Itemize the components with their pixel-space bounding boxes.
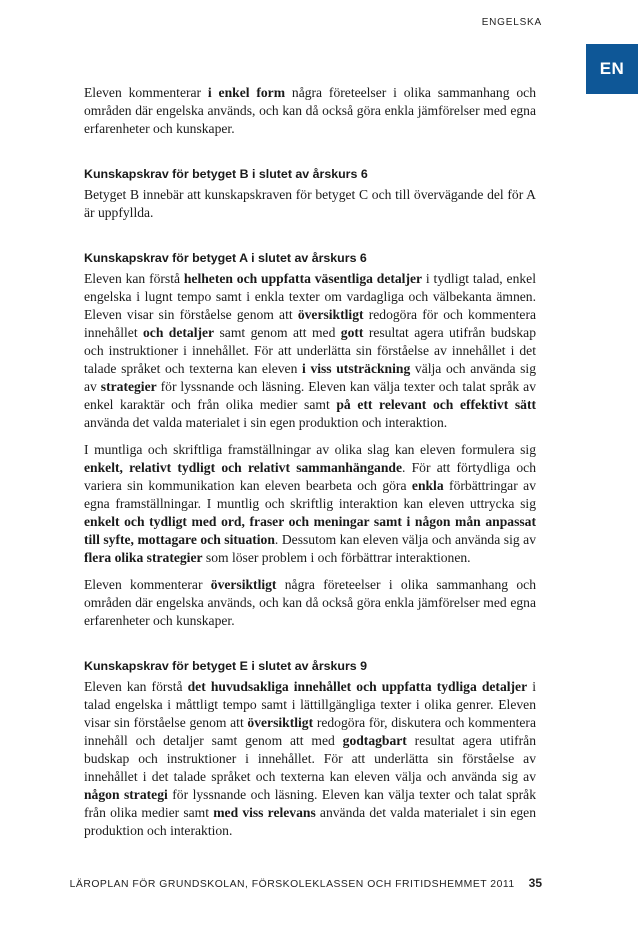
- emphasis-text: och detaljer: [143, 325, 215, 340]
- body-text: . Dessutom kan eleven välja och använda sig av: [274, 532, 536, 547]
- emphasis-text: i viss utsträckning: [302, 361, 411, 376]
- body-text: resultat agera utifrån budskap och instruktioner i innehållet. För att underlätta sin förståelse av innehållet i det talade språket och texterna kan eleven: [84, 325, 537, 376]
- running-header: ENGELSKA: [481, 17, 542, 28]
- emphasis-text: gott: [340, 325, 364, 340]
- body-text: Eleven kommenterar: [84, 577, 211, 592]
- section-heading: Kunskapskrav för betyget B i slutet av årskurs 6: [84, 167, 368, 181]
- page-content: [84, 84, 536, 840]
- body-text: Eleven kan förstå: [84, 271, 184, 286]
- section-paragraph: [84, 441, 536, 567]
- body-text: förbättringar av egna framställningar. I muntlig och skriftlig interaktion kan eleven uttrycka sig: [84, 478, 536, 511]
- body-text: Eleven kan förstå: [84, 679, 188, 694]
- body-text: välja och använda sig av: [84, 361, 537, 394]
- emphasis-text: översiktligt: [247, 715, 314, 730]
- body-text: i talad engelska i måttligt tempo samt i lättillgängliga texter i olika genrer. Eleven visar sin förståelse genom att: [84, 679, 537, 730]
- emphasis-text: i enkel form: [207, 85, 286, 100]
- grade-section: [84, 250, 536, 630]
- emphasis-text: enkla: [411, 478, 444, 493]
- body-text: för lyssnande och läsning. Eleven kan välja texter och talat språk från olika medier samt: [84, 787, 536, 820]
- body-text: som löser problem i och förbättrar interaktionen.: [202, 550, 471, 565]
- emphasis-text: med viss relevans: [213, 805, 316, 820]
- emphasis-text: godtagbart: [342, 733, 407, 748]
- body-text: . För att förtydliga och variera sin kommunikation kan eleven bearbeta och göra: [84, 460, 536, 493]
- emphasis-text: det huvudsakliga innehållet och uppfatta tydliga detaljer: [187, 679, 528, 694]
- section-heading: Kunskapskrav för betyget E i slutet av årskurs 9: [84, 659, 368, 673]
- page-footer: [0, 876, 542, 890]
- emphasis-text: översiktligt: [210, 577, 277, 592]
- body-text: några företeelser i olika sammanhang och områden där engelska används, och kan då också göra enkla jämförelser med egna erfarenheter och kunskaper.: [84, 85, 536, 136]
- body-text: redogöra för, diskutera och kommentera innehåll och detaljer samt genom att med: [84, 715, 536, 748]
- body-text: I muntliga och skriftliga framställningar av olika slag kan eleven formulera sig: [84, 442, 536, 457]
- grade-section: [84, 166, 536, 222]
- body-text: Eleven kommenterar: [84, 85, 208, 100]
- emphasis-text: någon strategi: [84, 787, 168, 802]
- sections-container: [84, 166, 536, 840]
- body-text: samt genom att med: [214, 325, 341, 340]
- emphasis-text: på ett relevant och effektivt sätt: [336, 397, 537, 412]
- emphasis-text: helheten och uppfatta väsentliga detaljer: [183, 271, 423, 286]
- emphasis-text: flera olika strategier: [84, 550, 203, 565]
- emphasis-text: strategier: [100, 379, 157, 394]
- section-paragraph: [84, 270, 536, 432]
- emphasis-text: enkelt, relativt tydligt och relativt sammanhängande: [84, 460, 402, 475]
- page-number: 35: [528, 876, 542, 890]
- body-text: använda det valda materialet i sin egen produktion och interaktion.: [84, 415, 448, 430]
- body-text: Betyget B innebär att kunskapskraven för betyget C och till övervägande del för A är uppfyllda.: [84, 187, 536, 220]
- body-text: redogöra för och kommentera innehållet: [84, 307, 537, 340]
- body-text: i tydligt talad, enkel engelska i lugnt tempo samt i enkla texter om vardagliga och välbekanta ämnen. Eleven visar sin förståelse genom att: [84, 271, 536, 322]
- language-tab: EN: [586, 44, 638, 94]
- body-text: använda det valda materialet i sin egen produktion och interaktion.: [84, 805, 536, 838]
- body-text: för lyssnande och läsning. Eleven kan välja texter och talat språk av enkel karaktär och från olika medier samt: [84, 379, 536, 412]
- footer-title: LÄROPLAN FÖR GRUNDSKOLAN, FÖRSKOLEKLASSEN OCH FRITIDSHEMMET 2011: [69, 879, 515, 890]
- emphasis-text: översiktligt: [297, 307, 364, 322]
- section-paragraph: [84, 186, 536, 222]
- intro-paragraph: [84, 84, 536, 138]
- body-text: några företeelser i olika sammanhang och områden där engelska används, och kan då också göra enkla jämförelser med egna erfarenheter och kunskaper.: [84, 577, 536, 628]
- body-text: resultat agera utifrån budskap och instruktioner i innehållet. För att underlätta sin förståelse av innehållet i det talade språket och texterna kan eleven välja och använda sig av: [84, 733, 536, 784]
- section-paragraph: [84, 678, 536, 840]
- section-paragraph: [84, 576, 536, 630]
- emphasis-text: enkelt och tydligt med ord, fraser och meningar samt i någon mån anpassat till syfte, mottagare och situation: [84, 514, 536, 547]
- grade-section: [84, 658, 536, 840]
- section-heading: Kunskapskrav för betyget A i slutet av årskurs 6: [84, 251, 367, 265]
